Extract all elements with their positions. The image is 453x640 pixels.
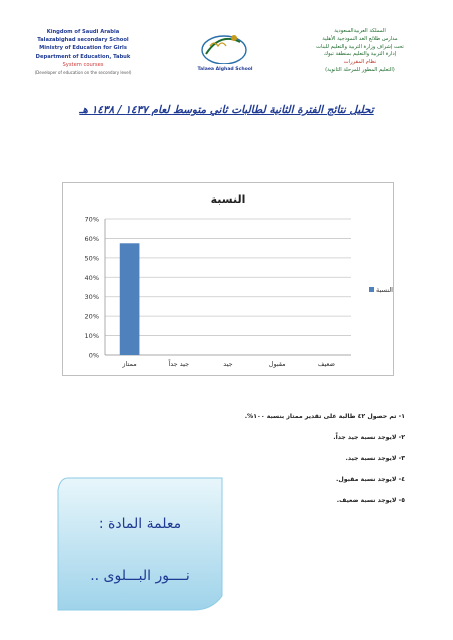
teacher-card-background xyxy=(56,476,224,612)
header-en-line3: Ministry of Education for Girls xyxy=(39,45,127,52)
school-logo xyxy=(190,24,260,80)
page-title: تحليل نتائج الفترة الثانية لطالبات ثاني متوسط لعام ١٤٣٧ / ١٤٣٨ هـ xyxy=(79,104,374,116)
y-tick-label: 40% xyxy=(84,273,99,282)
header-ar-line4: إدارة التربية والتعليم بمنطقة تبوك xyxy=(323,51,397,58)
header-ar-line1: المملكة العربيةالسعودية xyxy=(334,28,386,34)
y-tick-label: 0% xyxy=(88,351,99,360)
x-tick-label: جيد xyxy=(223,360,233,368)
teacher-label: معلمة المادة : xyxy=(98,516,182,532)
y-tick-label: 10% xyxy=(84,332,99,341)
x-tick-label: ضعيف xyxy=(317,360,336,368)
x-tick-label: جيد جداً xyxy=(168,360,190,368)
teacher-card xyxy=(56,476,224,612)
header-english xyxy=(28,28,138,77)
header-en-line2: Talazabighad secondary School xyxy=(37,37,129,44)
legend-label: النسبة xyxy=(376,286,393,294)
legend-swatch xyxy=(369,287,374,292)
header-ar-line2: مدارس طلائع الغد النموذجية الأهلية xyxy=(322,35,398,42)
finding-item: ٤- لايوجد نسبة مقبول. xyxy=(336,476,405,483)
header-en-line6: (Developer of education on the secondary level) xyxy=(34,70,132,76)
chart-title: النسبة xyxy=(210,193,246,206)
x-tick-label: ممتاز xyxy=(122,360,137,368)
y-tick-label: 20% xyxy=(84,312,99,321)
logo-caption: Talaea Alghad School xyxy=(197,67,253,72)
header-ar-line6: (التعليم المطور للمرحلة الثانوية) xyxy=(325,66,395,73)
header-en-line5: System courses xyxy=(62,61,104,68)
school-logo-icon xyxy=(190,24,260,80)
y-tick-label: 70% xyxy=(84,215,99,224)
teacher-name: نــــور البـــلوى .. xyxy=(90,568,190,584)
y-tick-label: 30% xyxy=(84,293,99,302)
header-en-line4: Department of Education, Tabuk xyxy=(35,53,131,60)
finding-item: ٢- لايوجد نسبة جيد جداً. xyxy=(333,434,405,441)
header-ar-line5: نظام المقررات xyxy=(343,59,377,66)
header-ar-line3: تحت إشراف وزارة التربية والتعليم للبنات xyxy=(316,43,404,50)
finding-item: ٥- لايوجد نسبة ضعيف. xyxy=(336,497,405,504)
header-arabic xyxy=(295,28,425,75)
chart-container xyxy=(62,182,394,376)
header-en-line1: Kingdom of Saudi Arabia xyxy=(46,29,120,35)
bar-chart xyxy=(63,183,393,375)
finding-item: ٣- لايوجد نسبة جيد. xyxy=(345,455,405,462)
y-tick-label: 50% xyxy=(84,254,99,263)
bar xyxy=(120,243,140,355)
y-tick-label: 60% xyxy=(84,234,99,243)
finding-item: ١- تم حصول ٤٢ طالبة على تقدير ممتاز بنسبة ١٠٠%. xyxy=(244,413,405,420)
x-tick-label: مقبول xyxy=(268,360,286,368)
